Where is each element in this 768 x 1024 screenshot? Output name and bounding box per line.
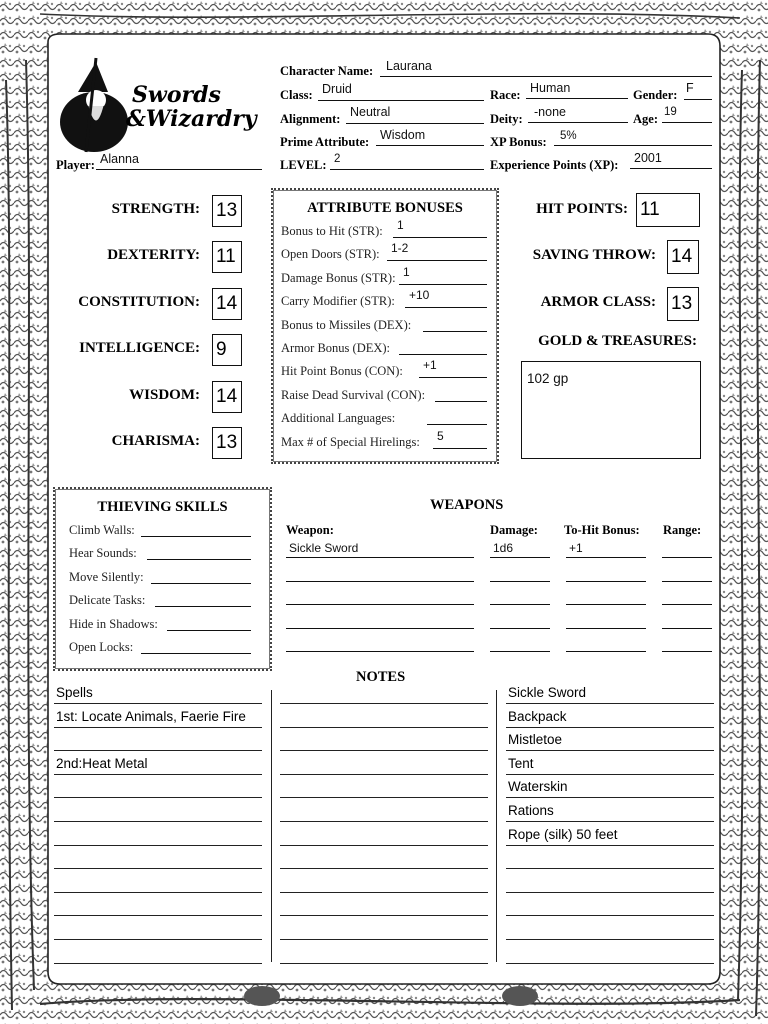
bonus-row-value[interactable]: +10 bbox=[409, 288, 430, 303]
bonus-row-label: Raise Dead Survival (CON): bbox=[281, 387, 426, 402]
weapon-weapon-line[interactable] bbox=[286, 557, 474, 558]
bonus-row-value[interactable]: 5 bbox=[437, 428, 444, 443]
swords-wizardry-logo bbox=[56, 56, 271, 156]
skull-ornament-right bbox=[502, 986, 538, 1006]
level-label: LEVEL: bbox=[280, 158, 327, 172]
notes-right-line[interactable] bbox=[506, 797, 714, 798]
logo-title-swords: Swords bbox=[132, 82, 221, 108]
notes-center-line[interactable] bbox=[280, 703, 488, 704]
xp-bonus-label: XP Bonus: bbox=[490, 135, 547, 149]
weapons-title: WEAPONS bbox=[430, 497, 504, 513]
notes-center-line[interactable] bbox=[280, 774, 488, 775]
bonus-row-label: Damage Bonus (STR): bbox=[281, 270, 396, 285]
hit-points-box[interactable]: 11 bbox=[636, 193, 700, 227]
alignment-label: Alignment: bbox=[280, 112, 341, 126]
notes-right-line[interactable] bbox=[506, 963, 714, 964]
gold-treasures-label: GOLD & TREASURES: bbox=[538, 333, 697, 349]
age-field[interactable]: 19 bbox=[664, 106, 677, 118]
class-label: Class: bbox=[280, 88, 313, 102]
notes-center-line[interactable] bbox=[280, 821, 488, 822]
alignment-line bbox=[346, 123, 484, 124]
saving-throw-box[interactable]: 14 bbox=[667, 240, 699, 274]
bonus-row-value[interactable]: 1 bbox=[403, 264, 410, 279]
deity-line bbox=[528, 122, 628, 123]
race-field[interactable]: Human bbox=[530, 81, 571, 95]
saving-throw-label: SAVING THROW: bbox=[532, 247, 656, 263]
notes-right-line[interactable] bbox=[506, 892, 714, 893]
deity-label: Deity: bbox=[490, 112, 523, 126]
bonus-row-line bbox=[435, 401, 487, 402]
notes-center-line[interactable] bbox=[280, 868, 488, 869]
notes-divider-left bbox=[271, 690, 272, 962]
level-field[interactable]: 2 bbox=[334, 153, 341, 165]
alignment-field[interactable]: Neutral bbox=[350, 105, 391, 119]
armor-class-label: ARMOR CLASS: bbox=[540, 294, 656, 310]
weapon-range-line[interactable] bbox=[662, 651, 712, 652]
race-label: Race: bbox=[490, 88, 521, 102]
notes-right-line[interactable] bbox=[506, 750, 714, 751]
notes-right-line[interactable] bbox=[506, 868, 714, 869]
prime-attribute-field[interactable]: Wisdom bbox=[380, 128, 426, 142]
bonus-row-line bbox=[399, 354, 487, 355]
weapon-tohit-line[interactable] bbox=[566, 581, 646, 582]
notes-left-text: Spells bbox=[56, 685, 93, 700]
bonus-row-label: Additional Languages: bbox=[281, 411, 396, 426]
notes-left-line[interactable] bbox=[54, 703, 262, 704]
thieving-skill-label: Move Silently: bbox=[69, 569, 144, 584]
intelligence-score-box[interactable]: 9 bbox=[212, 334, 242, 366]
weapon-range-line[interactable] bbox=[662, 628, 712, 629]
gender-label: Gender: bbox=[633, 88, 678, 102]
thieving-skill-line[interactable] bbox=[155, 606, 251, 607]
tohit-column-header: To-Hit Bonus: bbox=[564, 523, 640, 537]
attribute-bonuses-panel bbox=[271, 188, 499, 464]
charisma-score-box[interactable]: 13 bbox=[212, 427, 242, 459]
gold-treasures-box[interactable] bbox=[521, 361, 701, 459]
class-field[interactable]: Druid bbox=[322, 82, 352, 96]
notes-left-line[interactable] bbox=[54, 939, 262, 940]
thieving-skill-label: Delicate Tasks: bbox=[69, 593, 146, 608]
race-line bbox=[526, 98, 628, 99]
thieving-skill-label: Hide in Shadows: bbox=[69, 616, 158, 631]
notes-right-line[interactable] bbox=[506, 939, 714, 940]
weapon-weapon-line[interactable] bbox=[286, 651, 474, 652]
notes-left-line[interactable] bbox=[54, 774, 262, 775]
notes-right-text: Backpack bbox=[508, 708, 567, 724]
thieving-skill-label: Open Locks: bbox=[69, 640, 134, 654]
notes-right-text: Mistletoe bbox=[508, 732, 563, 748]
character-name-field[interactable]: Laurana bbox=[386, 59, 432, 73]
gold-treasures-value: 102 gp bbox=[527, 371, 569, 386]
xp-bonus-field[interactable]: 5% bbox=[560, 130, 577, 142]
bonus-row-line bbox=[433, 448, 487, 449]
bonus-row-line bbox=[399, 284, 487, 285]
weapon-damage-value: 1d6 bbox=[493, 541, 514, 555]
weapon-damage-line[interactable] bbox=[490, 557, 550, 558]
notes-left-line[interactable] bbox=[54, 868, 262, 869]
notes-center-line[interactable] bbox=[280, 963, 488, 964]
wizard-illustration-icon bbox=[56, 56, 136, 156]
thieving-skills-title: THIEVING SKILLS bbox=[97, 499, 228, 515]
weapon-tohit-value: +1 bbox=[569, 541, 583, 555]
prime-attribute-line bbox=[376, 145, 484, 146]
thieving-skill-line[interactable] bbox=[141, 536, 251, 537]
notes-right-text: Tent bbox=[508, 755, 534, 771]
armor-class-box[interactable]: 13 bbox=[667, 287, 699, 321]
thieving-skill-label: Climb Walls: bbox=[69, 523, 135, 537]
level-line bbox=[330, 169, 484, 170]
weapon-tohit-line[interactable] bbox=[566, 651, 646, 652]
notes-center-line[interactable] bbox=[280, 915, 488, 916]
charisma-label: CHARISMA: bbox=[111, 433, 200, 449]
notes-title: NOTES bbox=[356, 669, 406, 685]
notes-left-line[interactable] bbox=[54, 821, 262, 822]
hit-points-label: HIT POINTS: bbox=[536, 201, 628, 217]
notes-right-line[interactable] bbox=[506, 915, 714, 916]
notes-left-line[interactable] bbox=[54, 963, 262, 964]
weapon-weapon-line[interactable] bbox=[286, 628, 474, 629]
bonus-row-line bbox=[393, 237, 487, 238]
player-line bbox=[96, 169, 262, 170]
notes-left-text: 2nd:Heat Metal bbox=[56, 755, 148, 771]
bonus-row-value[interactable]: 1-2 bbox=[391, 241, 409, 256]
prime-attribute-label: Prime Attribute: bbox=[280, 135, 370, 149]
player-field[interactable]: Alanna bbox=[100, 152, 139, 166]
bonus-row-line bbox=[427, 424, 487, 425]
notes-right-text: Waterskin bbox=[508, 779, 568, 795]
notes-right-line[interactable] bbox=[506, 727, 714, 728]
thieving-skill-label: Hear Sounds: bbox=[69, 546, 137, 561]
dexterity-score-box[interactable]: 11 bbox=[212, 241, 242, 273]
logo-title-wizardry: &Wizardry bbox=[126, 106, 257, 132]
experience-label: Experience Points (XP): bbox=[490, 158, 619, 172]
weapon-range-line[interactable] bbox=[662, 557, 712, 558]
weapon-weapon-line[interactable] bbox=[286, 581, 474, 582]
gender-line bbox=[684, 99, 712, 100]
class-line bbox=[318, 100, 484, 101]
weapon-damage-line[interactable] bbox=[490, 651, 550, 652]
attribute-bonuses-title: ATTRIBUTE BONUSES bbox=[307, 200, 463, 216]
notes-center-line[interactable] bbox=[280, 939, 488, 940]
thieving-skill-line[interactable] bbox=[141, 653, 251, 654]
bonus-row-label: Armor Bonus (DEX): bbox=[281, 341, 391, 355]
notes-right-text: Rope (silk) 50 feet bbox=[508, 826, 618, 842]
notes-left-line[interactable] bbox=[54, 797, 262, 798]
notes-right-line[interactable] bbox=[506, 703, 714, 704]
notes-right-line[interactable] bbox=[506, 845, 714, 846]
notes-divider-right bbox=[496, 690, 497, 962]
weapon-damage-line[interactable] bbox=[490, 604, 550, 605]
notes-left-line[interactable] bbox=[54, 892, 262, 893]
bonus-row-line bbox=[423, 331, 487, 332]
bonus-row-label: Max # of Special Hirelings: bbox=[281, 434, 420, 449]
wisdom-score-box[interactable]: 14 bbox=[212, 381, 242, 413]
damage-column-header: Damage: bbox=[490, 523, 538, 537]
notes-left-line[interactable] bbox=[54, 915, 262, 916]
skull-ornament-left bbox=[244, 986, 280, 1006]
bonus-row-line bbox=[419, 377, 487, 378]
weapon-column-header: Weapon: bbox=[286, 523, 334, 537]
thieving-skill-line[interactable] bbox=[151, 583, 251, 584]
weapon-weapon-line[interactable] bbox=[286, 604, 474, 605]
xp-bonus-line bbox=[554, 145, 712, 146]
character-name-line bbox=[380, 76, 712, 77]
weapon-weapon-value: Sickle Sword bbox=[289, 541, 359, 555]
thieving-skill-line[interactable] bbox=[167, 630, 251, 631]
experience-line bbox=[630, 168, 712, 169]
notes-center-line[interactable] bbox=[280, 727, 488, 728]
weapon-damage-line[interactable] bbox=[490, 628, 550, 629]
wisdom-label: WISDOM: bbox=[129, 386, 200, 403]
bonus-row-label: Hit Point Bonus (CON): bbox=[281, 364, 403, 379]
bonus-row-label: Bonus to Missiles (DEX): bbox=[281, 317, 412, 332]
strength-label: STRENGTH: bbox=[111, 201, 200, 217]
weapon-range-line[interactable] bbox=[662, 604, 712, 605]
notes-right-line[interactable] bbox=[506, 774, 714, 775]
age-label: Age: bbox=[633, 112, 658, 126]
thieving-skills-panel bbox=[53, 487, 272, 671]
gender-field[interactable]: F bbox=[686, 81, 694, 95]
notes-center-line[interactable] bbox=[280, 892, 488, 893]
player-label: Player: bbox=[56, 158, 95, 172]
character-name-label: Character Name: bbox=[280, 64, 374, 78]
deity-field[interactable]: -none bbox=[534, 105, 566, 119]
bonus-row-value[interactable]: +1 bbox=[423, 358, 437, 373]
strength-score-box[interactable]: 13 bbox=[212, 195, 242, 227]
range-column-header: Range: bbox=[663, 523, 702, 537]
notes-center-line[interactable] bbox=[280, 797, 488, 798]
age-line bbox=[662, 122, 712, 123]
bonus-row-value[interactable]: 1 bbox=[397, 218, 404, 232]
weapon-tohit-line[interactable] bbox=[566, 628, 646, 629]
notes-right-line[interactable] bbox=[506, 821, 714, 822]
notes-right-text: Rations bbox=[508, 803, 554, 818]
bonus-row-label: Open Doors (STR): bbox=[281, 247, 380, 262]
notes-left-text: 1st: Locate Animals, Faerie Fire bbox=[56, 708, 246, 724]
weapon-damage-line[interactable] bbox=[490, 581, 550, 582]
weapon-range-line[interactable] bbox=[662, 581, 712, 582]
notes-left-line[interactable] bbox=[54, 750, 262, 751]
weapon-tohit-line[interactable] bbox=[566, 604, 646, 605]
intelligence-label: INTELLIGENCE: bbox=[79, 340, 200, 357]
dexterity-label: DEXTERITY: bbox=[107, 247, 200, 264]
thieving-skill-line[interactable] bbox=[147, 559, 251, 560]
experience-field[interactable]: 2001 bbox=[634, 151, 662, 165]
bonus-row-label: Carry Modifier (STR): bbox=[281, 294, 395, 309]
constitution-label: CONSTITUTION: bbox=[78, 293, 200, 310]
constitution-score-box[interactable]: 14 bbox=[212, 288, 242, 320]
notes-left-line[interactable] bbox=[54, 727, 262, 728]
weapon-tohit-line[interactable] bbox=[566, 557, 646, 558]
notes-center-line[interactable] bbox=[280, 750, 488, 751]
bonus-row-label: Bonus to Hit (STR): bbox=[281, 224, 383, 238]
notes-right-text: Sickle Sword bbox=[508, 685, 587, 700]
notes-center-line[interactable] bbox=[280, 845, 488, 846]
notes-left-line[interactable] bbox=[54, 845, 262, 846]
